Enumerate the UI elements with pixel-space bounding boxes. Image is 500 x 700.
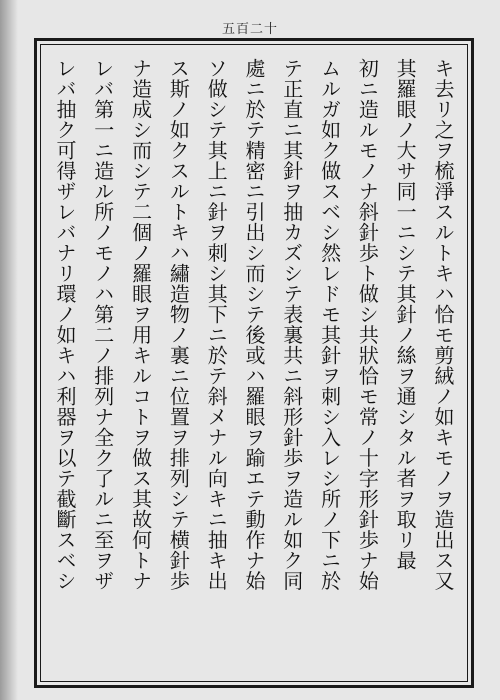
text-column: ス斯ノ如クスルトキハ繡造物ノ裏ニ位置ヲ排列シテ横針歩 (166, 58, 191, 591)
text-column: ムルガ如ク做スベシ然レドモ其針ヲ刺シ入レシ所ノ下ニ於 (317, 58, 342, 591)
text-column: キ去リ之ヲ梳淨スルトキハ恰モ剪絨ノ如キモノヲ造出ス又 (430, 58, 455, 591)
text-column: 初ニ造ルモノナ斜針歩ト做シ共狀恰モ常ノ十字形針歩ナ始 (355, 58, 380, 591)
text-column: 處ニ於テ精密ニ引出シ而シテ後或ハ羅眼ヲ踰エテ動作ナ始 (241, 58, 266, 591)
text-column: ナ造成シ而シテ二個ノ羅眼ヲ用キルコトヲ做ス其故何トナ (128, 58, 153, 591)
text-column: レバ第一ニ造ル所ノモノハ第二ノ排列ナ全ク了ルニ至ヲザ (90, 58, 115, 591)
page-number: 五百二十 (221, 22, 278, 37)
text-column: 其羅眼ノ大サ同一ニシテ其針ノ絲ヲ通シタル者ヲ取リ最 (393, 58, 418, 571)
text-column: レバ抽ク可得ザレバナリ環ノ如キハ利器ヲ以テ截斷スベシ (53, 58, 77, 591)
text-column: ソ做シテ其上ニ針ヲ刺シ其下ニ於テ斜メナル向キニ抽キ出 (204, 58, 229, 591)
text-column: テ正直ニ其針ヲ抽カズシテ表裏共ニ斜形針歩ヲ造ル如ク同 (279, 58, 304, 591)
vertical-text-body (48, 58, 460, 668)
